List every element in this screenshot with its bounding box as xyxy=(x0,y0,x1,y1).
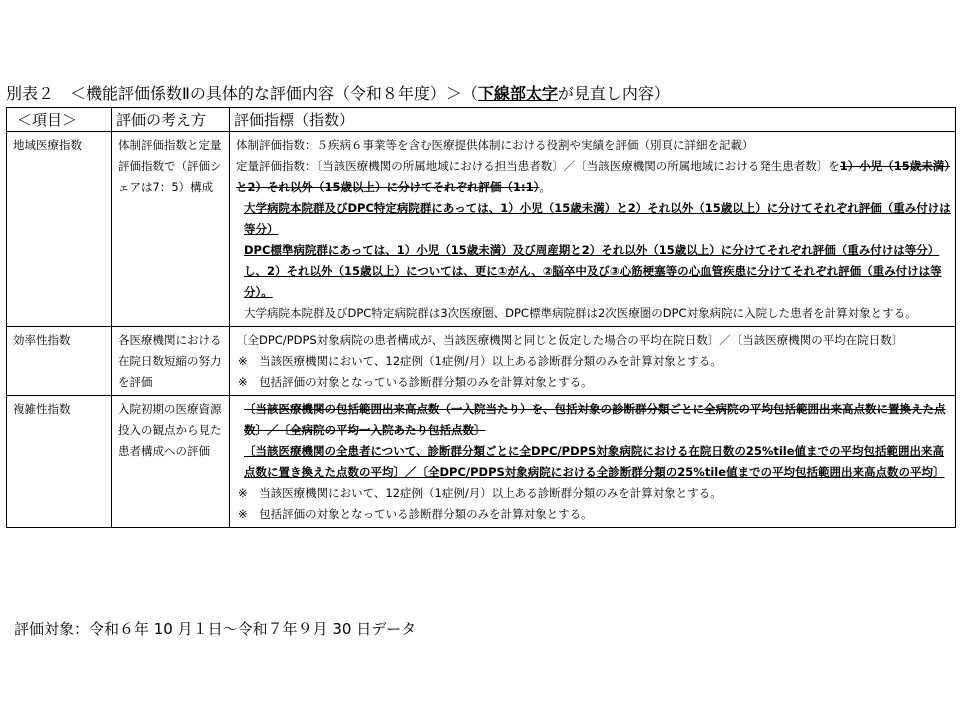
table-title xyxy=(6,83,956,105)
complexity-concept: 入院初期の医療資源投入の観点から見た患者構成への評価 xyxy=(112,396,230,528)
regional-line-2c: 。 xyxy=(539,180,551,194)
efficiency-indicator xyxy=(230,327,956,396)
regional-item: 地域医療指数 xyxy=(7,132,112,327)
complexity-item: 複雑性指数 xyxy=(7,396,112,528)
efficiency-item: 効率性指数 xyxy=(7,327,112,396)
regional-line-3: 大学病院本院群及びDPC特定病院群は3次医療圏、DPC標準病院群は2次医療圏のDPC対象病院に入院した患者を計算対象とする。 xyxy=(244,306,917,320)
efficiency-note-1: ※ 当該医療機関において、12症例（1症例/月）以上ある診断群分類のみを計算対象とする。 xyxy=(238,354,722,368)
title-suffix: が見直し内容） xyxy=(557,84,670,103)
regional-bold-2: DPC標準病院群にあっては、1）小児（15歳未満）及び周産期と2）それ以外（15歳以上）に分けてそれぞれ評価（重み付けは等分）し、2）それ以外（15歳以上）については、更に①がん、②脳卒中及び③心筋梗塞等の心血管疾患に分けてそれぞれ評価（重み付けは等分）。 xyxy=(244,243,942,299)
evaluation-period-note: 評価対象：令和６年 10 月１日～令和７年９月 30 日データ xyxy=(14,620,417,638)
regional-bold-1: 大学病院本院群及びDPC特定病院群にあっては、1）小児（15歳未満）と2）それ以外（15歳以上）に分けてそれぞれ評価（重み付けは等分） xyxy=(244,201,951,236)
row-complexity xyxy=(7,396,956,528)
regional-line-2 xyxy=(236,156,951,198)
header-indicator: 評価指標（指数） xyxy=(230,108,956,132)
regional-line-1: 体制評価指数：５疾病６事業等を含む医療提供体制における役割や実績を評価（別頁に詳細を記載） xyxy=(236,138,754,152)
header-row xyxy=(7,108,956,132)
regional-indicator xyxy=(230,132,956,327)
efficiency-line-1: 〔全DPC/PDPS対象病院の患者構成が、当該医療機関と同じと仮定した場合の平均在院日数〕／〔当該医療機関の平均在院日数〕 xyxy=(236,333,904,347)
regional-concept: 体制評価指数と定量評価指数で（評価シェアは7：5）構成 xyxy=(112,132,230,327)
row-efficiency xyxy=(7,327,956,396)
complexity-note-1: ※ 当該医療機関において、12症例（1症例/月）以上ある診断群分類のみを計算対象とする。 xyxy=(238,486,722,500)
header-concept: 評価の考え方 xyxy=(112,108,230,132)
row-regional xyxy=(7,132,956,327)
regional-line-2a: 定量評価指数：〔当該医療機関の所属地域における担当患者数〕／〔当該医療機関の所属地域における発生患者数〕を xyxy=(236,159,840,173)
complexity-note-2: ※ 包括評価の対象となっている診断群分類のみを計算対象とする。 xyxy=(238,507,593,521)
complexity-deleted-text: 〔当該医療機関の包括範囲出来高点数（一入院当たり）を、包括対象の診断群分類ごとに全病院の平均包括範囲出来高点数に置換えた点数〕／〔全病院の平均一入院あたり包括点数〕 xyxy=(244,402,946,437)
efficiency-concept: 各医療機関における在院日数短縮の努力を評価 xyxy=(112,327,230,396)
title-prefix: 別表２ ＜機能評価係数Ⅱの具体的な評価内容（令和８年度）＞（ xyxy=(6,84,478,103)
header-item: ＜項目＞ xyxy=(7,108,112,132)
efficiency-note-2: ※ 包括評価の対象となっている診断群分類のみを計算対象とする。 xyxy=(238,375,593,389)
complexity-indicator xyxy=(230,396,956,528)
regional-deleted-text: 1）小児（15歳未満）と2）それ以外（15歳以上）に分けてそれぞれ評価（1:1） xyxy=(236,159,951,194)
evaluation-table xyxy=(6,107,956,528)
complexity-bold-1: 〔当該医療機関の全患者について、診断群分類ごとに全DPC/PDPS対象病院における在院日数の25%tile値までの平均包括範囲出来高点数に置き換えた点数の平均〕／〔全DPC/PDPS対象病院における全診断群分類の25%tile値までの平均包括範囲出来高点数の平均〕 xyxy=(244,444,945,479)
title-highlight: 下線部太字 xyxy=(477,84,558,103)
